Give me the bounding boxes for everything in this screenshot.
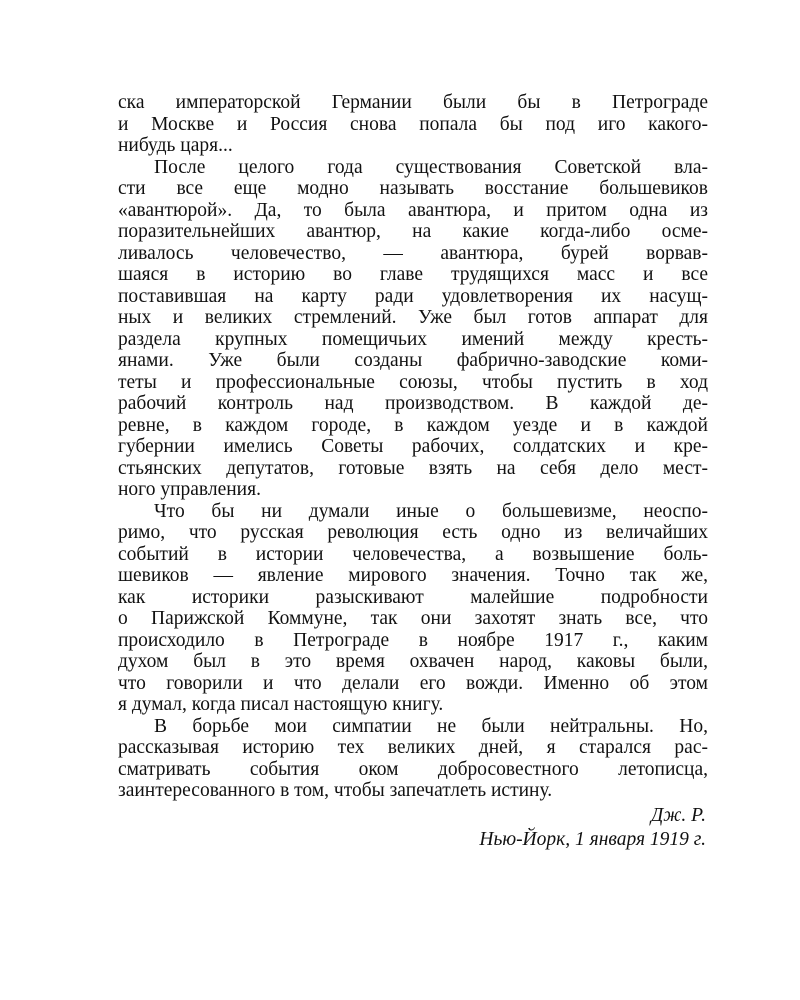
text-line: сматривать события оком добросовестного летописца, [118, 758, 708, 780]
signature-place-date: Нью-Йорк, 1 января 1919 г. [479, 828, 706, 850]
body-text [118, 92, 708, 802]
text-line: поразительнейших авантюр, на какие когда-либо осме- [118, 221, 708, 242]
text-line: шевиков — явление мирового значения. Точно так же, [118, 565, 708, 586]
paragraph [118, 716, 708, 802]
text-line: губернии имелись Советы рабочих, солдатских и кре- [118, 436, 708, 457]
text-line: поставившая на карту ради удовлетворения их насущ- [118, 285, 708, 307]
text-line: событий в истории человечества, а возвышение боль- [118, 543, 708, 565]
text-line: духом был в это время охвачен народ, каковы были, [118, 651, 708, 672]
text-line: В борьбе мои симпатии не были нейтральны. Но, [154, 715, 708, 737]
text-line: о Парижской Коммуне, так они захотят знать все, что [118, 608, 708, 629]
text-line: После целого года существования Советской вла- [154, 156, 708, 178]
text-line: рабочий контроль над производством. В каждой де- [118, 393, 708, 414]
text-line: как историки разыскивают малейшие подробности [118, 586, 708, 608]
text-line: ливалось человечество, — авантюра, бурей ворвав- [118, 242, 708, 264]
paragraph [118, 157, 708, 501]
text-line: ска императорской Германии были бы в Петрограде [118, 92, 708, 113]
text-line: шаяся в историю во главе трудящихся масс и все [118, 264, 708, 285]
text-line: теты и профессиональные союзы, чтобы пустить в ход [118, 371, 708, 393]
text-line: ного управления. [118, 479, 261, 500]
book-page-text [118, 92, 708, 852]
text-line: римо, что русская революция есть одно из величайших [118, 522, 708, 543]
text-line: ревне, в каждом городе, в каждом уезде и в каждой [118, 414, 708, 436]
text-line: сти все еще модно называть восстание большевиков [118, 178, 708, 199]
text-line: что говорили и что делали его вожди. Именно об этом [118, 672, 708, 694]
text-line: Что бы ни думали иные о большевизме, неоспо- [154, 500, 708, 522]
paragraph [118, 501, 708, 716]
text-line: янами. Уже были созданы фабрично-заводские коми- [118, 350, 708, 371]
paragraph [118, 92, 708, 157]
text-line: ных и великих стремлений. Уже был готов аппарат для [118, 307, 708, 328]
text-line: происходило в Петрограде в ноябре 1917 г., каким [118, 629, 708, 651]
text-line: и Москве и Россия снова попала бы под иго какого- [118, 113, 708, 135]
signature-author: Дж. Р. [650, 804, 706, 826]
text-line: раздела крупных помещичьих имений между кресть- [118, 328, 708, 350]
text-line: я думал, когда писал настоящую книгу. [118, 694, 444, 715]
text-line: заинтересованного в том, чтобы запечатлеть истину. [118, 780, 553, 801]
text-line: стьянских депутатов, готовые взять на себя дело мест- [118, 457, 708, 479]
text-line: «авантюрой». Да, то была авантюра, и притом одна из [118, 199, 708, 221]
text-line: рассказывая историю тех великих дней, я старался рас- [118, 737, 708, 758]
text-line: нибудь царя... [118, 135, 233, 156]
